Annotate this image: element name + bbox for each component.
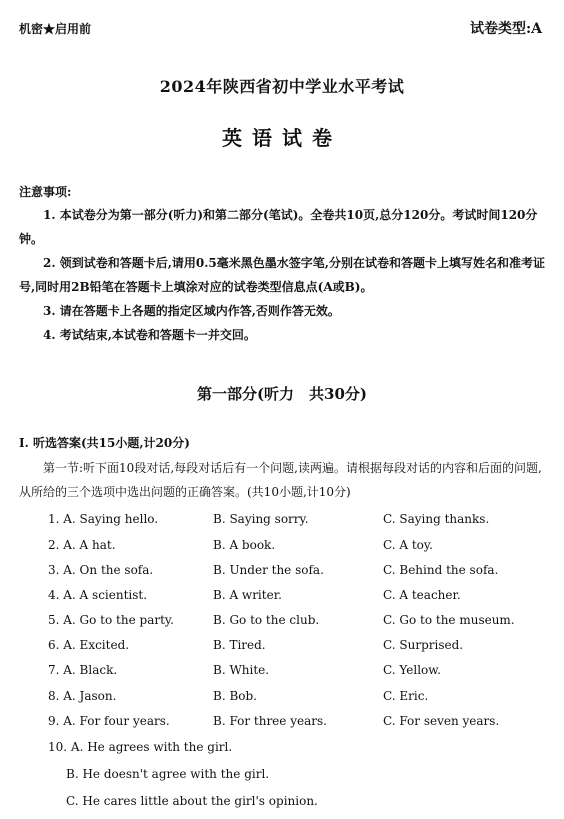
q4-option-b: B. A writer. — [213, 588, 282, 602]
secret-label: 机密★启用前 — [19, 22, 92, 36]
q3-option-a: 3. A. On the sofa. — [48, 563, 154, 577]
q1-option-b: B. Saying sorry. — [213, 512, 309, 526]
section-heading: Ⅰ. 听选答案(共15小题,计20分) — [19, 436, 190, 450]
notice-item-2: 2. 领到试卷和答题卡后,请用0.5毫米黑色墨水签字笔,分别在试卷和答题卡上填写姓名和准考证号,同时用2B铅笔在答题卡上填涂对应的试卷类型信息点(A或B)。 — [19, 256, 545, 294]
q3-option-b: B. Under the sofa. — [213, 563, 324, 577]
q8-option-c: C. Eric. — [383, 689, 429, 703]
q6-option-a: 6. A. Excited. — [48, 638, 130, 652]
exam-subtitle: 英语试卷 — [222, 126, 342, 150]
notice-item-1: 1. 本试卷分为第一部分(听力)和第二部分(笔试)。全卷共10页,总分120分。考试时间120分钟。 — [19, 208, 538, 246]
exam-title: 2024年陕西省初中学业水平考试 — [159, 77, 405, 96]
notice-item-4: 4. 考试结束,本试卷和答题卡一并交回。 — [43, 328, 256, 342]
q2-option-c: C. A toy. — [383, 538, 433, 552]
q3-option-c: C. Behind the sofa. — [383, 563, 499, 577]
q10-option-b: B. He doesn't agree with the girl. — [66, 767, 270, 781]
section-description: 第一节:听下面10段对话,每段对话后有一个问题,读两遍。请根据每段对话的内容和后面的问题,从所给的三个选项中选出问题的正确答案。(共10小题,计10分) — [19, 461, 542, 499]
q6-option-b: B. Tired. — [213, 638, 266, 652]
q8-option-a: 8. A. Jason. — [48, 689, 117, 703]
paper-type-label: 试卷类型:A — [469, 21, 542, 37]
q10-option-c: C. He cares little about the girl's opinion. — [66, 794, 318, 808]
q2-option-a: 2. A. A hat. — [48, 538, 116, 552]
q10-option-a: 10. A. He agrees with the girl. — [48, 740, 233, 754]
q1-option-c: C. Saying thanks. — [383, 512, 490, 526]
q9-option-c: C. For seven years. — [383, 714, 500, 728]
q5-option-a: 5. A. Go to the party. — [48, 613, 174, 627]
q9-option-b: B. For three years. — [213, 714, 327, 728]
q1-option-a: 1. A. Saying hello. — [48, 512, 159, 526]
notice-heading: 注意事项: — [19, 185, 72, 199]
q7-option-b: B. White. — [213, 663, 270, 677]
q5-option-b: B. Go to the club. — [213, 613, 320, 627]
q7-option-a: 7. A. Black. — [48, 663, 118, 677]
q5-option-c: C. Go to the museum. — [383, 613, 515, 627]
q2-option-b: B. A book. — [213, 538, 276, 552]
q6-option-c: C. Surprised. — [383, 638, 464, 652]
q8-option-b: B. Bob. — [213, 689, 257, 703]
q9-option-a: 9. A. For four years. — [48, 714, 170, 728]
q4-option-c: C. A teacher. — [383, 588, 461, 602]
notice-item-3: 3. 请在答题卡上各题的指定区域内作答,否则作答无效。 — [43, 304, 340, 318]
q4-option-a: 4. A. A scientist. — [48, 588, 148, 602]
part1-title: 第一部分(听力 共30分) — [196, 385, 368, 403]
q7-option-c: C. Yellow. — [383, 663, 441, 677]
